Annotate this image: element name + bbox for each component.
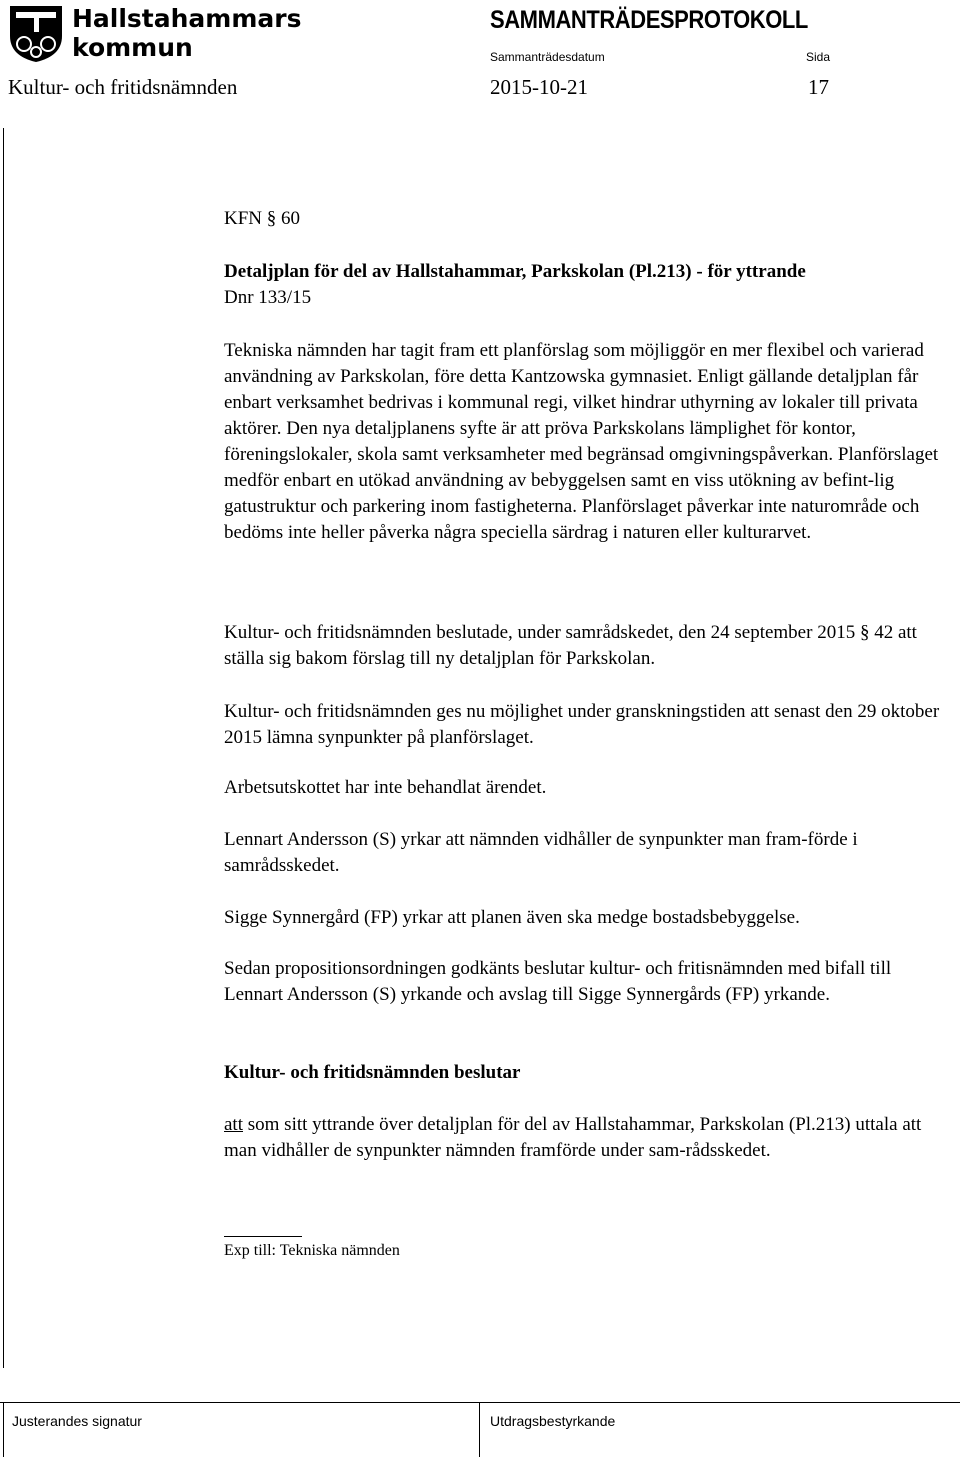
- footer-divider-left: [3, 1403, 4, 1457]
- section-number: KFN § 60: [224, 208, 301, 229]
- decision-heading: Kultur- och fritidsnämnden beslutar: [224, 1062, 521, 1083]
- paragraph-working-committee: Arbetsutskottet har inte behandlat ärendet.: [224, 777, 547, 798]
- document-type: SAMMANTRÄDESPROTOKOLL: [490, 6, 808, 34]
- page-number: 17: [808, 75, 829, 99]
- paragraph-motion-synnergard: Sigge Synnergård (FP) yrkar att planen även ska medge bostadsbebyggelse.: [224, 907, 800, 928]
- meeting-date: 2015-10-21: [490, 75, 588, 99]
- paragraph-motion-andersson: Lennart Andersson (S) yrkar att nämnden vidhåller de synpunkter man fram-förde i samrådsskedet.: [224, 829, 858, 876]
- paragraph-review-period: Kultur- och fritidsnämnden ges nu möjlighet under granskningstiden att senast den 29 oktober 2015 lämna synpunkter på planförslaget.: [224, 701, 940, 748]
- paragraph-background: Tekniska nämnden har tagit fram ett planförslag som möjliggör en mer flexibel och varierad användning av Parkskolan, före detta Kantzowska gymnasiet. Enligt gällande detaljplan får enbart verksamhet bedrivas i kommunal regi, vilket hindrar uthyrning av lokaler till privata aktörer. Den nya detaljplanens syfte är att pröva Parkskolans lämplighet för kontor, föreningslokaler, skola samt verksamheter med begränsad omgivningspåverkan. Planförslaget medför enbart en utökad användning av bebyggelsen samt en viss utökning av befint-lig gatustruktur och parkering inom fastigheterna. Planförslaget påverkar inte naturområde och bedöms inte heller påverka några speciella särdrag i naturen eller kulturarvet.: [224, 340, 939, 543]
- meeting-date-label: Sammanträdesdatum: [490, 50, 605, 64]
- expedition-rule: [224, 1236, 302, 1237]
- org-name-line1: Hallstahammars: [72, 4, 302, 33]
- municipality-logo: [8, 4, 302, 68]
- decision-att: att: [224, 1114, 243, 1135]
- extract-label: Utdragsbestyrkande: [490, 1413, 616, 1429]
- paragraph-proposition-order: Sedan propositionsordningen godkänts beslutar kultur- och fritisnämnden med bifall till Lennart Andersson (S) yrkande och avslag till Sigge Synnergårds (FP) yrkande.: [224, 958, 892, 1005]
- page-label: Sida: [806, 50, 831, 64]
- org-name-line2: kommun: [72, 33, 193, 62]
- case-title: Detaljplan för del av Hallstahammar, Parkskolan (Pl.213) - för yttrande: [224, 261, 806, 282]
- committee-name: Kultur- och fritidsnämnden: [8, 75, 238, 99]
- decision-body: som sitt yttrande över detaljplan för del av Hallstahammar, Parkskolan (Pl.213) uttala att man vidhåller de synpunkter nämnden framförde under sam-rådsskedet.: [224, 1114, 922, 1161]
- coat-of-arms-icon: [8, 4, 64, 64]
- margin-rule: [3, 128, 4, 1368]
- case-dnr: Dnr 133/15: [224, 287, 312, 308]
- signature-footer: [0, 1402, 960, 1457]
- footer-divider-middle: [479, 1403, 480, 1457]
- signature-label: Justerandes signatur: [12, 1413, 142, 1429]
- decision-text: [224, 1112, 940, 1164]
- expedition-note: Exp till: Tekniska nämnden: [224, 1242, 400, 1259]
- paragraph-previous-decision: Kultur- och fritidsnämnden beslutade, under samrådskedet, den 24 september 2015 § 42 att ställa sig bakom förslag till ny detaljplan för Parkskolan.: [224, 622, 917, 669]
